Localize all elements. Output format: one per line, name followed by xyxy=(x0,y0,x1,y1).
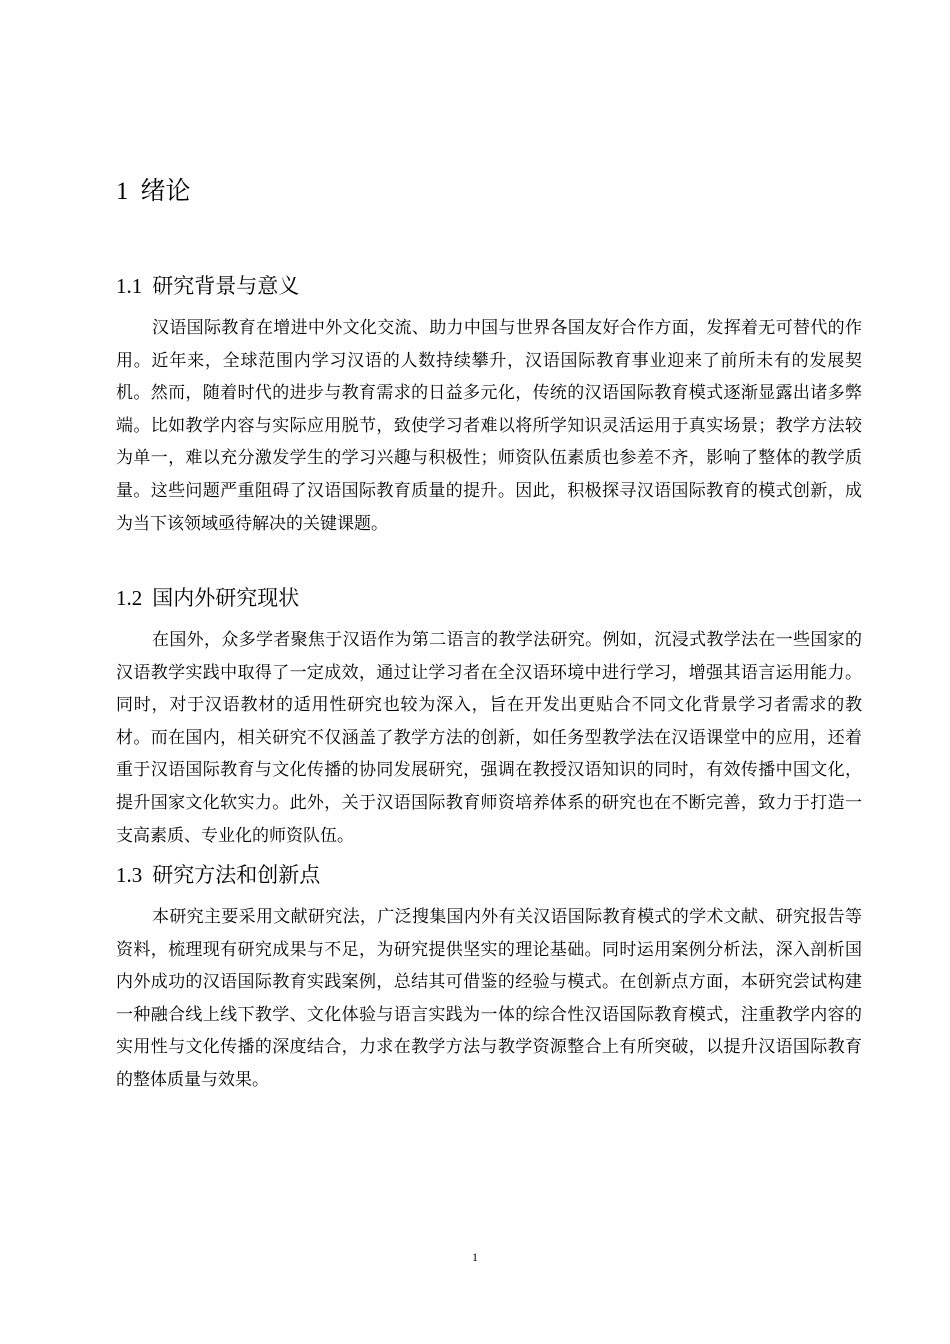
section-paragraph-1-2: 在国外，众多学者聚焦于汉语作为第二语言的教学法研究。例如，沉浸式教学法在一些国家的汉语教学实践中取得了一定成效，通过让学习者在全汉语环境中进行学习，增强其语言运用能力。同时，对于汉语教材的适用性研究也较为深入，旨在开发出更贴合不同文化背景学习者需求的教材。而在国内，相关研究不仅涵盖了教学方法的创新，如任务型教学法在汉语课堂中的应用，还着重于汉语国际教育与文化传播的协同发展研究，强调在教授汉语知识的同时，有效传播中国文化，提升国家文化软实力。此外，关于汉语国际教育师资培养体系的研究也在不断完善，致力于打造一支高素质、专业化的师资队伍。 xyxy=(116,630,862,846)
section-title-text: 国内外研究现状 xyxy=(152,586,300,610)
page-number: 1 xyxy=(472,1250,478,1264)
chapter-title-text: 绪论 xyxy=(140,176,191,205)
section-number: 1.1 xyxy=(116,274,143,298)
section-number: 1.3 xyxy=(116,863,143,887)
section-heading-1-2 xyxy=(116,582,299,614)
chapter-heading xyxy=(116,173,191,210)
section-number: 1.2 xyxy=(116,586,143,610)
section-title-text: 研究背景与意义 xyxy=(152,274,300,298)
section-paragraph-1-1: 汉语国际教育在增进中外文化交流、助力中国与世界各国友好合作方面，发挥着无可替代的作用。近年来，全球范围内学习汉语的人数持续攀升，汉语国际教育事业迎来了前所未有的发展契机。然而，随着时代的进步与教育需求的日益多元化，传统的汉语国际教育模式逐渐显露出诸多弊端。比如教学内容与实际应用脱节，致使学习者难以将所学知识灵活运用于真实场景；教学方法较为单一，难以充分激发学生的学习兴趣与积极性；师资队伍素质也参差不齐，影响了整体的教学质量。这些问题严重阻碍了汉语国际教育质量的提升。因此，积极探寻汉语国际教育的模式创新，成为当下该领域亟待解决的关键课题。 xyxy=(116,318,862,534)
chapter-number: 1 xyxy=(116,178,129,205)
section-paragraph-1-3: 本研究主要采用文献研究法，广泛搜集国内外有关汉语国际教育模式的学术文献、研究报告等资料，梳理现有研究成果与不足，为研究提供坚实的理论基础。同时运用案例分析法，深入剖析国内外成功的汉语国际教育实践案例，总结其可借鉴的经验与模式。在创新点方面，本研究尝试构建一种融合线上线下教学、文化体验与语言实践为一体的综合性汉语国际教育模式，注重教学内容的实用性与文化传播的深度结合，力求在教学方法与教学资源整合上有所突破，以提升汉语国际教育的整体质量与效果。 xyxy=(116,907,862,1090)
section-heading-1-1 xyxy=(116,270,299,302)
section-heading-1-3 xyxy=(116,859,320,891)
section-title-text: 研究方法和创新点 xyxy=(152,863,321,887)
